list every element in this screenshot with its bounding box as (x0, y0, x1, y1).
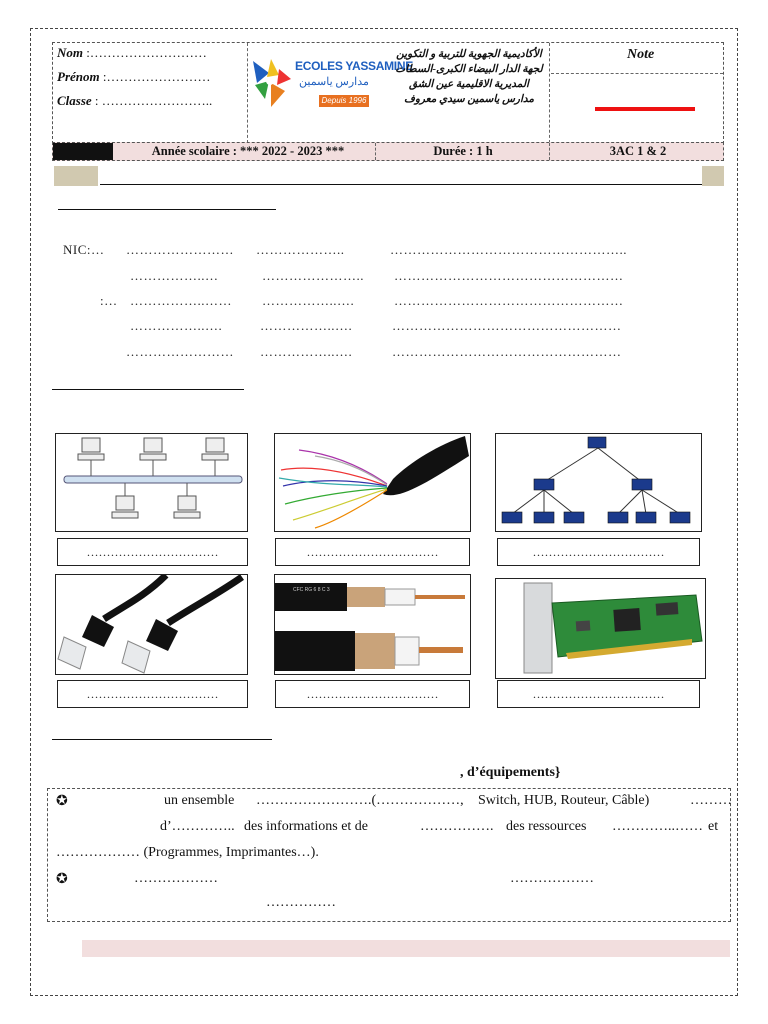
logo-arabic: مدارس ياسمين (299, 76, 369, 88)
header-divider (549, 43, 550, 143)
info-bar (52, 142, 724, 161)
answer-box[interactable]: …………………………… (497, 680, 700, 708)
def-dots[interactable]: …………..…… (612, 819, 703, 834)
answer-dots[interactable]: …………………………………………… (394, 268, 624, 283)
answer-dots[interactable]: ……………..…. (260, 344, 353, 359)
def-dots[interactable]: ……………. (420, 819, 494, 834)
header-box (52, 42, 724, 144)
title-underline (100, 184, 702, 185)
answer-dots[interactable]: …………………………………………….. (390, 242, 627, 257)
prenom-label: Prénom (57, 69, 100, 84)
def-text: un ensemble (164, 793, 235, 808)
title-bar (54, 166, 726, 186)
section2-heading-line (52, 389, 244, 390)
classe-dots: : …………………….. (91, 93, 213, 108)
header-divider (247, 43, 248, 143)
answer-box[interactable]: …………………………… (57, 680, 248, 708)
academy-line: المديرية الاقليمية عين الشق (409, 79, 529, 90)
def-dots[interactable]: ……… (690, 793, 732, 808)
def-dots[interactable]: d’………….. (160, 819, 235, 834)
fiber-optic-cable-icon (274, 433, 471, 532)
logo-since-badge: Depuis 1996 (319, 95, 369, 107)
section3-heading-line (52, 739, 272, 740)
def-dots[interactable]: …………… (266, 895, 336, 910)
school-logo (249, 55, 413, 113)
answer-dots[interactable]: ……………..…. (260, 318, 353, 333)
classe-field[interactable] (57, 93, 212, 109)
section3-heading-tail: , d’équipements} (460, 765, 561, 780)
prenom-dots: :…………………… (99, 69, 211, 84)
nic-label: NIC:… (63, 242, 105, 257)
rj45-ethernet-cable-icon (55, 574, 248, 675)
school-year: Année scolaire : *** 2022 - 2023 *** (151, 144, 345, 158)
def-text: des ressources (506, 819, 587, 834)
answer-box[interactable]: …………………………… (57, 538, 248, 566)
academy-line: مدارس ياسمين سيدي معروف (403, 94, 535, 105)
def-text: et (708, 819, 719, 834)
class-code: 3AC 1 & 2 (609, 144, 667, 158)
answer-dots[interactable]: …………………………………………… (392, 318, 622, 333)
info-black-block (53, 143, 113, 160)
answer-dots[interactable]: ……………..…. (130, 318, 223, 333)
answer-dots[interactable]: …………………………………………… (392, 344, 622, 359)
nom-dots: :……………………… (83, 45, 207, 60)
tree-network-diagram-icon (495, 433, 702, 532)
coaxial-cable-icon (274, 574, 471, 675)
answer-dots[interactable]: …………………… (126, 344, 234, 359)
note-divider (551, 73, 723, 74)
def-dots[interactable]: ……………… (510, 871, 594, 886)
def-text: Switch, HUB, Routeur, Câble) (478, 793, 650, 808)
duration: Durée : 1 h (433, 144, 493, 158)
network-interface-card-icon (495, 578, 706, 679)
classe-label: Classe (57, 93, 92, 108)
bus-network-diagram-icon (55, 433, 248, 532)
title-accent-right (702, 166, 724, 186)
def-text: ……………… (Programmes, Imprimantes…). (56, 845, 319, 860)
star-bullet-icon: ✪ (56, 794, 68, 809)
section1-heading-line (58, 209, 276, 210)
answer-box[interactable]: …………………………… (497, 538, 700, 566)
prenom-field[interactable] (57, 69, 211, 85)
info-divider (375, 143, 376, 160)
answer-dots[interactable]: …………………………………………… (394, 293, 624, 308)
nom-label: Nom (57, 45, 83, 60)
note-label: Note (627, 47, 655, 62)
coax-label: CFC RG 6 8 C 3 (293, 587, 330, 593)
answer-box[interactable]: …………………………… (275, 538, 470, 566)
def-text: des informations et de (244, 819, 369, 834)
answer-dots[interactable]: ……………..… (130, 268, 219, 283)
definition-box (47, 788, 731, 922)
answer-dots[interactable]: ………………….. (262, 268, 364, 283)
answer-dots[interactable]: ……………….. (256, 242, 345, 257)
def-dots[interactable]: ……………… (134, 871, 218, 886)
note-grade-line[interactable] (595, 107, 695, 111)
title-accent-left (54, 166, 98, 186)
footer-bar (82, 940, 730, 957)
academy-line: لجهة الدار البيضاء الكبرى-السطات (395, 64, 543, 75)
academy-line: الأكاديمية الجهوية للتربية و التكوين (396, 49, 542, 60)
star-bullet-icon: ✪ (56, 872, 68, 887)
info-divider (549, 143, 550, 160)
answer-dots[interactable]: ……………..…… (130, 293, 232, 308)
colon-label: :… (100, 293, 118, 308)
academy-text (389, 47, 549, 107)
logo-title: ECOLES YASSAMINE (295, 59, 413, 73)
def-dots[interactable]: …………………….(………………, (256, 793, 464, 808)
logo-flower-icon (249, 55, 293, 113)
answer-dots[interactable]: ……………..…. (262, 293, 355, 308)
nom-field[interactable] (57, 45, 207, 61)
answer-box[interactable]: …………………………… (275, 680, 470, 708)
answer-dots[interactable]: …………………… (126, 242, 234, 257)
